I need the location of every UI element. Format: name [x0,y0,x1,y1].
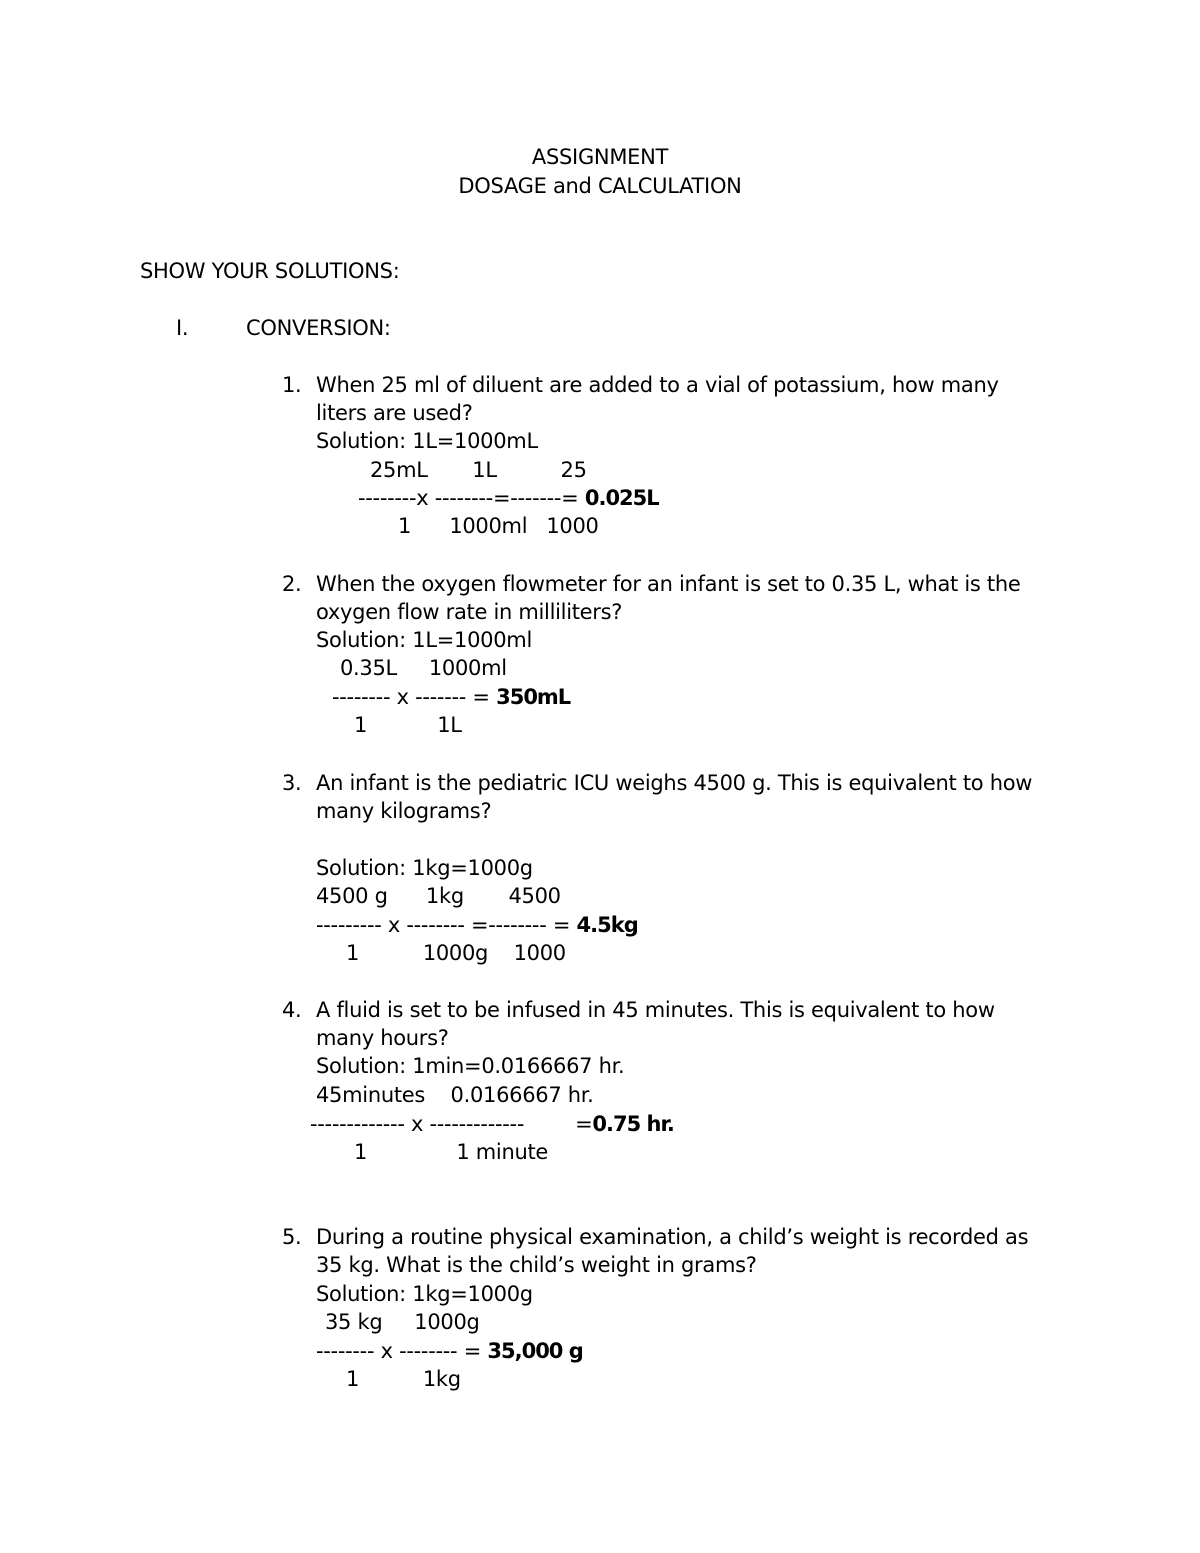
fraction-line: -------- x -------- = [316,1339,488,1363]
fraction-numerator: 25mL 1L 25 [370,458,587,482]
question-line: 35 kg. What is the child’s weight in grams? [316,1253,757,1277]
fraction-line: --------x --------=-------= [358,486,585,510]
problem-number: 4. [282,998,302,1022]
solution-formula: Solution: 1L=1000mL [316,429,538,453]
fraction-row [316,911,638,939]
fraction-line: ------------- x ------------- = [310,1112,593,1136]
problem-number: 1. [282,373,302,397]
fraction-numerator: 35 kg 1000g [325,1310,480,1334]
solution-formula: Solution: 1L=1000ml [316,628,532,652]
fraction-row [310,1110,674,1138]
instructions: SHOW YOUR SOLUTIONS: [140,259,400,283]
fraction-denominator: 1 1000g 1000 [346,941,566,965]
fraction-row [332,683,570,711]
fraction-denominator: 1 1kg [346,1367,461,1391]
answer: 350mL [496,685,571,709]
fraction-numerator: 45minutes 0.0166667 hr. [316,1083,594,1107]
question-line: A fluid is set to be infused in 45 minutes. This is equivalent to how [316,998,995,1022]
problem-number: 2. [282,572,302,596]
question-line: When the oxygen flowmeter for an infant is set to 0.35 L, what is the [316,572,1021,596]
solution-formula: Solution: 1kg=1000g [316,856,533,880]
answer: 0.025L [584,486,659,510]
question-line: oxygen flow rate in milliliters? [316,600,623,624]
answer: 0.75 hr. [592,1112,674,1136]
fraction-line: -------- x ------- = [332,685,497,709]
problem-number: 3. [282,771,302,795]
fraction-denominator: 1 1000ml 1000 [398,514,599,538]
section-heading: CONVERSION: [246,316,391,340]
document-subtitle: DOSAGE and CALCULATION [458,174,742,198]
fraction-row [316,1337,583,1365]
solution-formula: Solution: 1kg=1000g [316,1282,533,1306]
document-title: ASSIGNMENT [531,145,669,169]
question-line: many kilograms? [316,799,492,823]
fraction-numerator: 0.35L 1000ml [340,656,507,680]
question-line: liters are used? [316,401,473,425]
question-line: many hours? [316,1026,449,1050]
problem-number: 5. [282,1225,302,1249]
fraction-denominator: 1 1L [354,713,462,737]
solution-formula: Solution: 1min=0.0166667 hr. [316,1054,625,1078]
fraction-row [358,484,659,512]
question-line: An infant is the pediatric ICU weighs 4500 g. This is equivalent to how [316,771,1033,795]
answer: 4.5kg [576,913,638,937]
question-line: When 25 ml of diluent are added to a vial of potassium, how many [316,373,999,397]
section-numeral: I. [176,316,189,340]
fraction-numerator: 4500 g 1kg 4500 [316,884,561,908]
answer: 35,000 g [487,1339,583,1363]
question-line: During a routine physical examination, a child’s weight is recorded as [316,1225,1029,1249]
fraction-denominator: 1 1 minute [354,1140,549,1164]
fraction-line: --------- x -------- =-------- = [316,913,577,937]
